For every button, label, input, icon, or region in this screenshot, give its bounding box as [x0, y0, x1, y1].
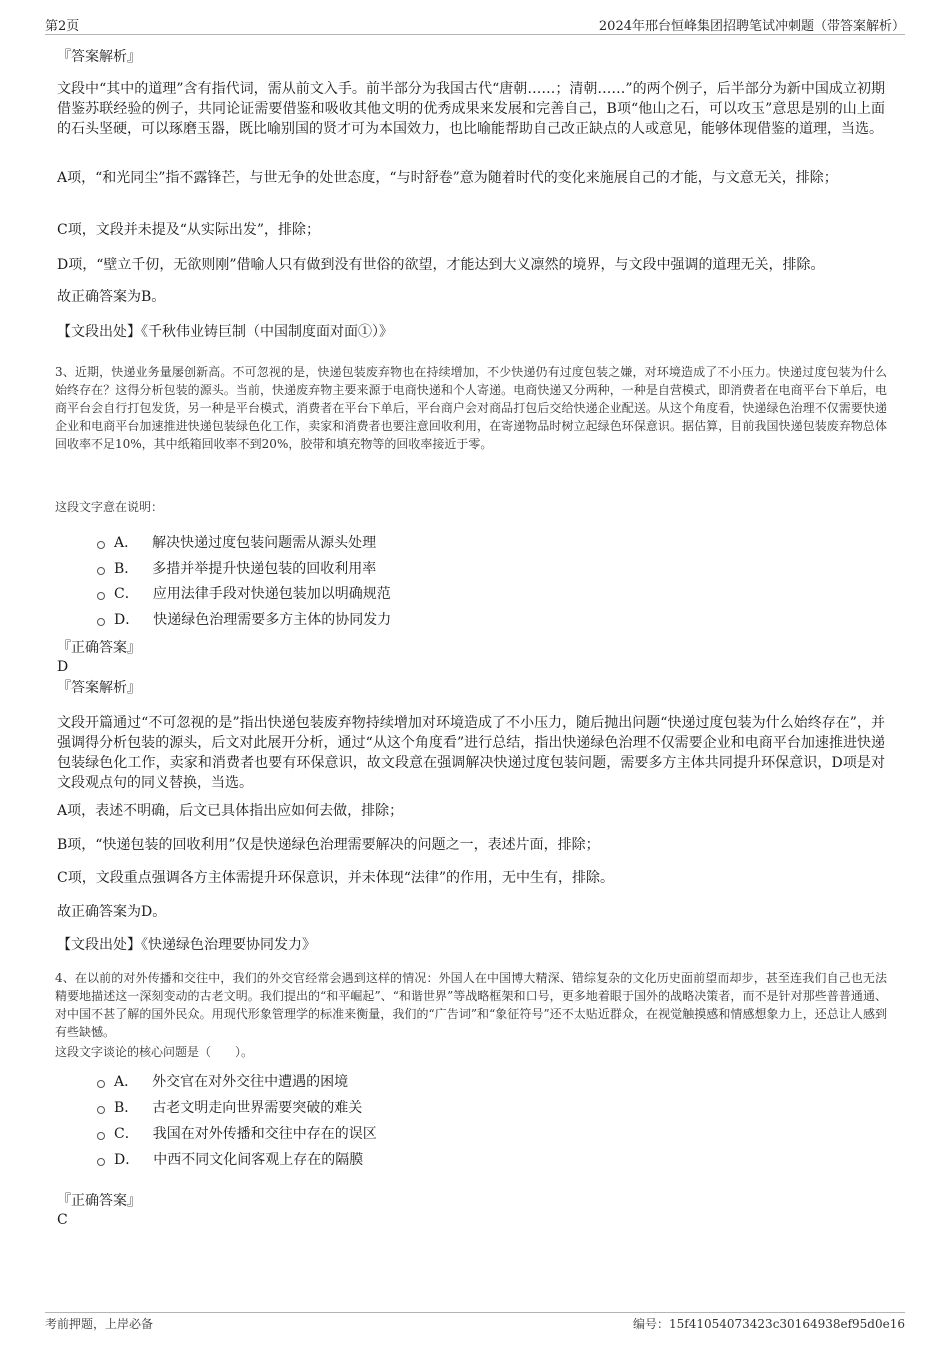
q2-analysis-option-c: C项，文段并未提及“从实际出发”，排除； — [57, 222, 321, 238]
radio-button-icon[interactable] — [97, 618, 105, 626]
q3-stem: 3、近期，快递业务量屡创新高。不可忽视的是，快递包装废弃物也在持续增加，不少快递仍有过度包装之嫌，对环境造成了不小压力。快递过度包装为什么始终存在？这得分析包装的源头。当前，快递废弃物主要来源于电商快递和个人寄递。电商快递又分两种，一种是自营模式，即消费者在电商平台下单后，电商平台会自行打包发货，另一种是平台模式，消费者在平台下单后，平台商户会对商品打包后交给快递企业配送。从这个角度看，快递绿色治理不仅需要快递企业和电商平台加速推进快递包装绿色化工作，卖家和消费者也要注意回收利用，在寄递物品时树立起绿色环保意识。据估算，目前我国快递包装废弃物总体回收率不足10%，其中纸箱回收率不到20%，胶带和填充物等的回收率接近于零。 — [55, 365, 887, 451]
page-number: 第2页 — [45, 19, 80, 34]
q3-analysis-main: 文段开篇通过“不可忽视的是”指出快递包装废弃物持续增加对环境造成了不小压力，随后抛出问题“快递过度包装为什么始终存在”，并强调得分析包装的源头，后文对此展开分析，通过“从这个角度看”进行总结，指出快递绿色治理不仅需要企业和电商平台加速推进快递包装绿色化工作，卖家和消费者也要有环保意识，故文段意在强调解决快递过度包装问题，需要多方主体共同提升环保意识，D项是对文段观点句的同义替换，当选。 — [57, 715, 885, 791]
q4-option-c[interactable]: C． 我国在对外传播和交往中存在的误区 — [97, 1125, 377, 1143]
q2-conclusion: 故正确答案为B。 — [57, 289, 166, 305]
q3-question: 这段文字意在说明： — [55, 500, 164, 514]
document-id: 编号：15f41054073423c30164938ef95d0e16 — [633, 1317, 905, 1331]
q4-answer-label: 『正确答案』 — [57, 1193, 141, 1209]
radio-button-icon[interactable] — [97, 541, 105, 549]
q3-source: 【文段出处】《快递绿色治理要协同发力》 — [57, 937, 316, 953]
q3-option-b[interactable]: B． 多措并举提升快递包装的回收利用率 — [97, 560, 376, 578]
q4-option-b[interactable]: B． 古老文明走向世界需要突破的难关 — [97, 1099, 362, 1117]
page-header — [45, 14, 905, 35]
q3-option-c[interactable]: C． 应用法律手段对快递包装加以明确规范 — [97, 585, 391, 603]
q4-stem: 4、在以前的对外传播和交往中，我们的外交官经常会遇到这样的情况：外国人在中国博大精深、错综复杂的文化历史面前望而却步，甚至连我们自己也无法精要地描述这一深刻变动的古老文明。我们提出的“和平崛起”、“和谐世界”等战略框架和口号，更多地着眼于国外的战略决策者，而不是针对那些普普通通、对中国不甚了解的国外民众。用现代形象管理学的标准来衡量，我们的“广告词”和“象征符号”还不太贴近群众，在视觉触摸感和情感想象力上，还总让人感到有些缺憾。 — [55, 971, 887, 1039]
q2-analysis-label: 『答案解析』 — [57, 49, 141, 65]
q3-option-d[interactable]: D． 快递绿色治理需要多方主体的协同发力 — [97, 611, 391, 629]
q3-answer-label: 『正确答案』 — [57, 640, 141, 656]
q2-analysis-main: 文段中“其中的道理”含有指代词，需从前文入手。前半部分为我国古代“唐朝……；清朝……”的两个例子，后半部分为新中国成立初期借鉴苏联经验的例子，共同论证需要借鉴和吸收其他文明的优秀成果来发展和完善自己，B项“他山之石，可以攻玉”意思是别的山上面的石头坚硬，可以琢磨玉器，既比喻别国的贤才可为本国效力，也比喻能帮助自己改正缺点的人或意见，能够体现借鉴的道理，当选。 — [57, 81, 885, 137]
radio-button-icon[interactable] — [97, 1158, 105, 1166]
document-title: 2024年邢台恒峰集团招聘笔试冲刺题（带答案解析） — [598, 19, 905, 34]
q4-option-d[interactable]: D． 中西不同文化间客观上存在的隔膜 — [97, 1151, 363, 1169]
q4-answer: C — [57, 1212, 68, 1228]
radio-button-icon[interactable] — [97, 1132, 105, 1140]
q2-source: 【文段出处】《千秋伟业铸巨制（中国制度面对面①）》 — [57, 324, 393, 340]
q3-answer: D — [57, 659, 69, 675]
q2-analysis-option-d: D项，“壁立千仞，无欲则刚”借喻人只有做到没有世俗的欲望，才能达到大义凛然的境界，与文段中强调的道理无关，排除。 — [57, 257, 825, 273]
q3-analysis-option-c: C项，文段重点强调各方主体需提升环保意识，并未体现“法律”的作用，无中生有，排除。 — [57, 870, 615, 886]
q3-option-a[interactable]: A． 解决快递过度包装问题需从源头处理 — [97, 534, 376, 552]
footer-slogan: 考前押题，上岸必备 — [45, 1317, 154, 1331]
q3-conclusion: 故正确答案为D。 — [57, 904, 167, 920]
q3-analysis-option-a: A项，表述不明确，后文已具体指出应如何去做，排除； — [57, 803, 404, 819]
radio-button-icon[interactable] — [97, 1106, 105, 1114]
radio-button-icon[interactable] — [97, 1080, 105, 1088]
q3-analysis-label: 『答案解析』 — [57, 680, 141, 696]
q3-analysis-option-b: B项，“快递包装的回收利用”仅是快递绿色治理需要解决的问题之一，表述片面，排除； — [57, 837, 600, 853]
q4-option-a[interactable]: A． 外交官在对外交往中遭遇的困境 — [97, 1073, 348, 1091]
radio-button-icon[interactable] — [97, 592, 105, 600]
radio-button-icon[interactable] — [97, 567, 105, 575]
q4-question: 这段文字谈论的核心问题是（ ）。 — [55, 1045, 254, 1059]
page-footer — [45, 1312, 905, 1333]
q2-analysis-option-a: A项，“和光同尘”指不露锋芒，与世无争的处世态度，“与时舒卷”意为随着时代的变化来施展自己的才能，与文意无关，排除； — [57, 170, 838, 186]
